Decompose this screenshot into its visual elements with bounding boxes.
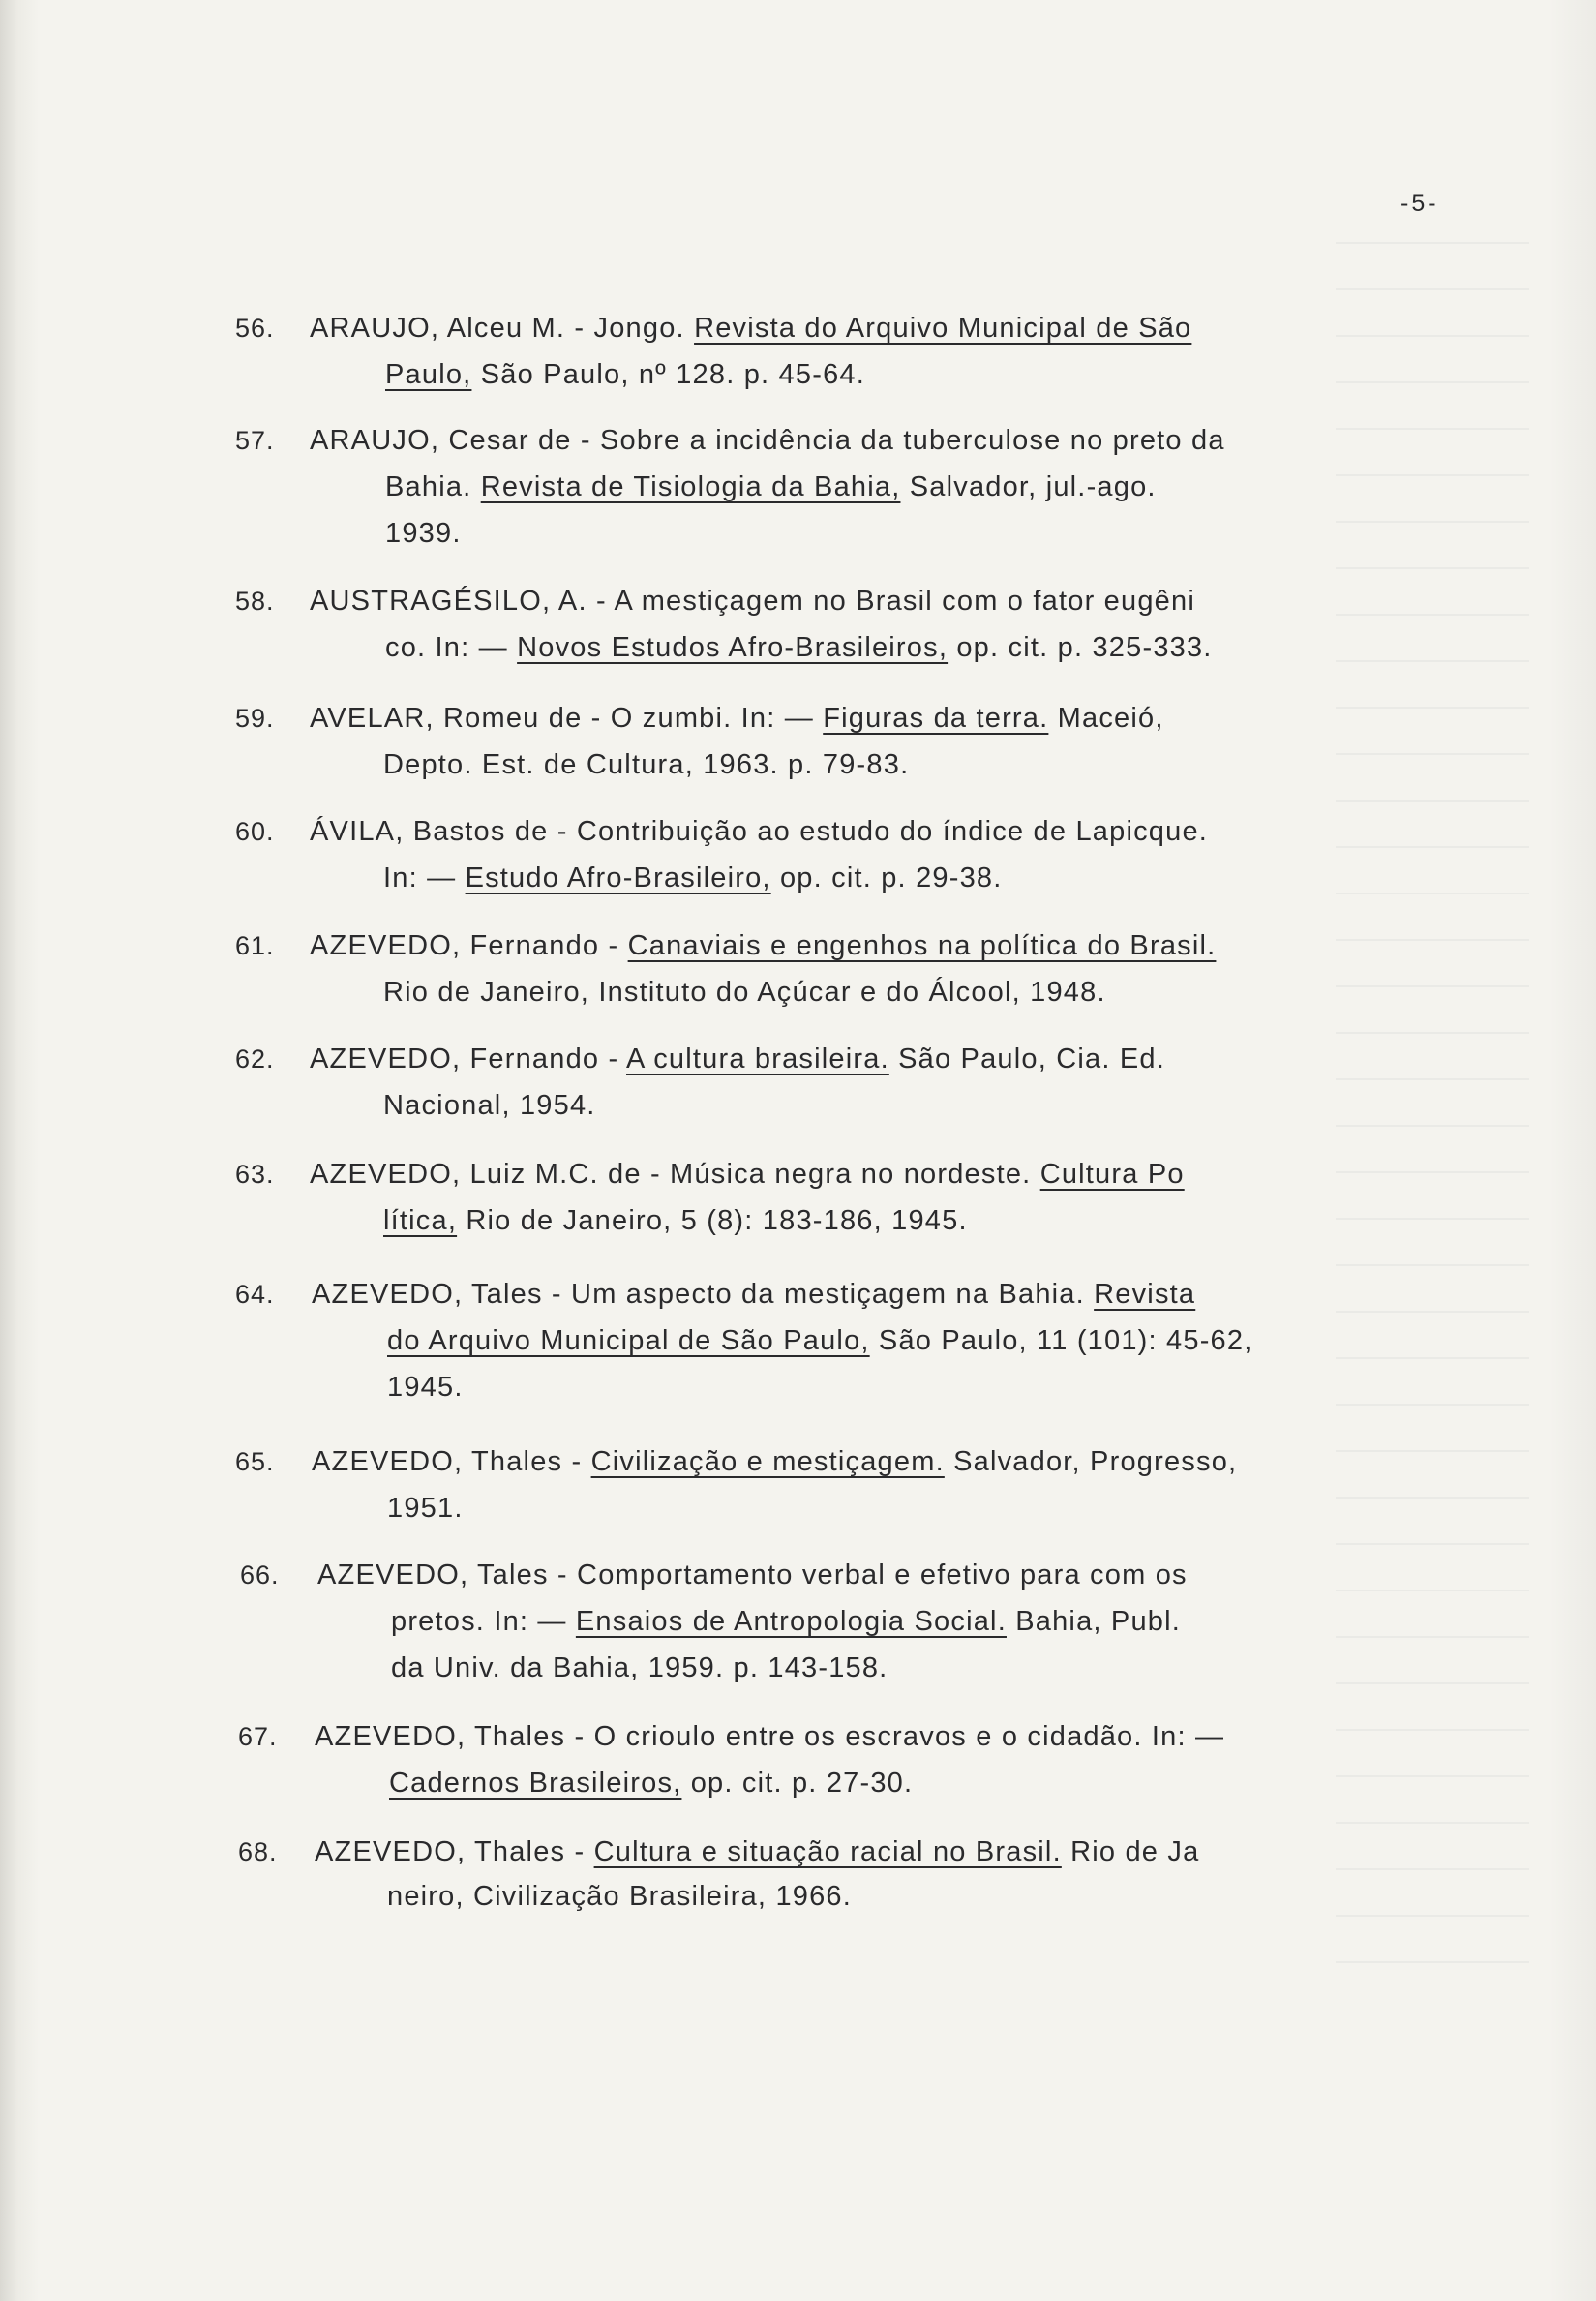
entry-number: 68. xyxy=(238,1837,278,1866)
entry-line: Nacional, 1954. xyxy=(383,1090,596,1121)
entry-line: 1945. xyxy=(387,1372,464,1403)
entry-number: 66. xyxy=(240,1560,280,1590)
entry-line: AZEVEDO, Thales - Cultura e situação racial no Brasil. Rio de Ja xyxy=(315,1836,1200,1867)
entry-line: AZEVEDO, Tales - Comportamento verbal e efetivo para com os xyxy=(317,1559,1188,1590)
entry-number: 63. xyxy=(235,1160,275,1189)
entry-line: 1939. xyxy=(385,518,462,549)
entry-line: Rio de Janeiro, Instituto do Açúcar e do Álcool, 1948. xyxy=(383,977,1106,1008)
entry-number: 57. xyxy=(235,426,275,455)
entry-number: 59. xyxy=(235,704,275,733)
entry-line: AZEVEDO, Luiz M.C. de - Música negra no nordeste. Cultura Po xyxy=(310,1159,1185,1190)
entry-line: Bahia. Revista de Tisiologia da Bahia, Salvador, jul.-ago. xyxy=(385,471,1157,502)
entry-line: lítica, Rio de Janeiro, 5 (8): 183-186, 1945. xyxy=(383,1205,968,1236)
entry-line: ARAUJO, Cesar de - Sobre a incidência da tuberculose no preto da xyxy=(310,425,1225,456)
entry-line: neiro, Civilização Brasileira, 1966. xyxy=(387,1881,853,1912)
entry-number: 67. xyxy=(238,1722,278,1751)
entry-number: 56. xyxy=(235,314,275,343)
entry-number: 64. xyxy=(235,1280,275,1309)
entry-line: AVELAR, Romeu de - O zumbi. In: — Figuras da terra. Maceió, xyxy=(310,703,1164,734)
entry-line: ARAUJO, Alceu M. - Jongo. Revista do Arquivo Municipal de São xyxy=(310,313,1192,344)
entry-line: AUSTRAGÉSILO, A. - A mestiçagem no Brasil com o fator eugêni xyxy=(310,586,1195,617)
entry-line: AZEVEDO, Thales - O crioulo entre os escravos e o cidadão. In: — xyxy=(315,1721,1225,1752)
entry-line: AZEVEDO, Tales - Um aspecto da mestiçagem na Bahia. Revista xyxy=(312,1279,1196,1310)
entry-number: 62. xyxy=(235,1045,275,1074)
show-through-text xyxy=(1336,242,1529,1984)
entry-line: Depto. Est. de Cultura, 1963. p. 79-83. xyxy=(383,749,910,780)
entry-line: ÁVILA, Bastos de - Contribuição ao estudo do índice de Lapicque. xyxy=(310,816,1209,847)
entry-line: da Univ. da Bahia, 1959. p. 143-158. xyxy=(391,1652,888,1683)
entry-number: 60. xyxy=(235,817,275,846)
entry-line: do Arquivo Municipal de São Paulo, São Paulo, 11 (101): 45-62, xyxy=(387,1325,1253,1356)
entry-line: Cadernos Brasileiros, op. cit. p. 27-30. xyxy=(389,1768,914,1799)
entry-number: 61. xyxy=(235,931,275,960)
entry-line: In: — Estudo Afro-Brasileiro, op. cit. p. 29-38. xyxy=(383,863,1003,893)
entry-line: AZEVEDO, Fernando - A cultura brasileira. São Paulo, Cia. Ed. xyxy=(310,1044,1165,1075)
entry-line: AZEVEDO, Thales - Civilização e mestiçagem. Salvador, Progresso, xyxy=(312,1446,1238,1477)
entry-line: co. In: — Novos Estudos Afro-Brasileiros, op. cit. p. 325-333. xyxy=(385,632,1213,663)
page-number: -5- xyxy=(1400,190,1439,217)
entry-line: AZEVEDO, Fernando - Canaviais e engenhos na política do Brasil. xyxy=(310,930,1217,961)
entry-number: 65. xyxy=(235,1447,275,1476)
entry-line: pretos. In: — Ensaios de Antropologia Social. Bahia, Publ. xyxy=(391,1606,1182,1637)
entry-line: 1951. xyxy=(387,1493,464,1524)
entry-line: Paulo, São Paulo, nº 128. p. 45-64. xyxy=(385,359,865,390)
entry-number: 58. xyxy=(235,587,275,616)
